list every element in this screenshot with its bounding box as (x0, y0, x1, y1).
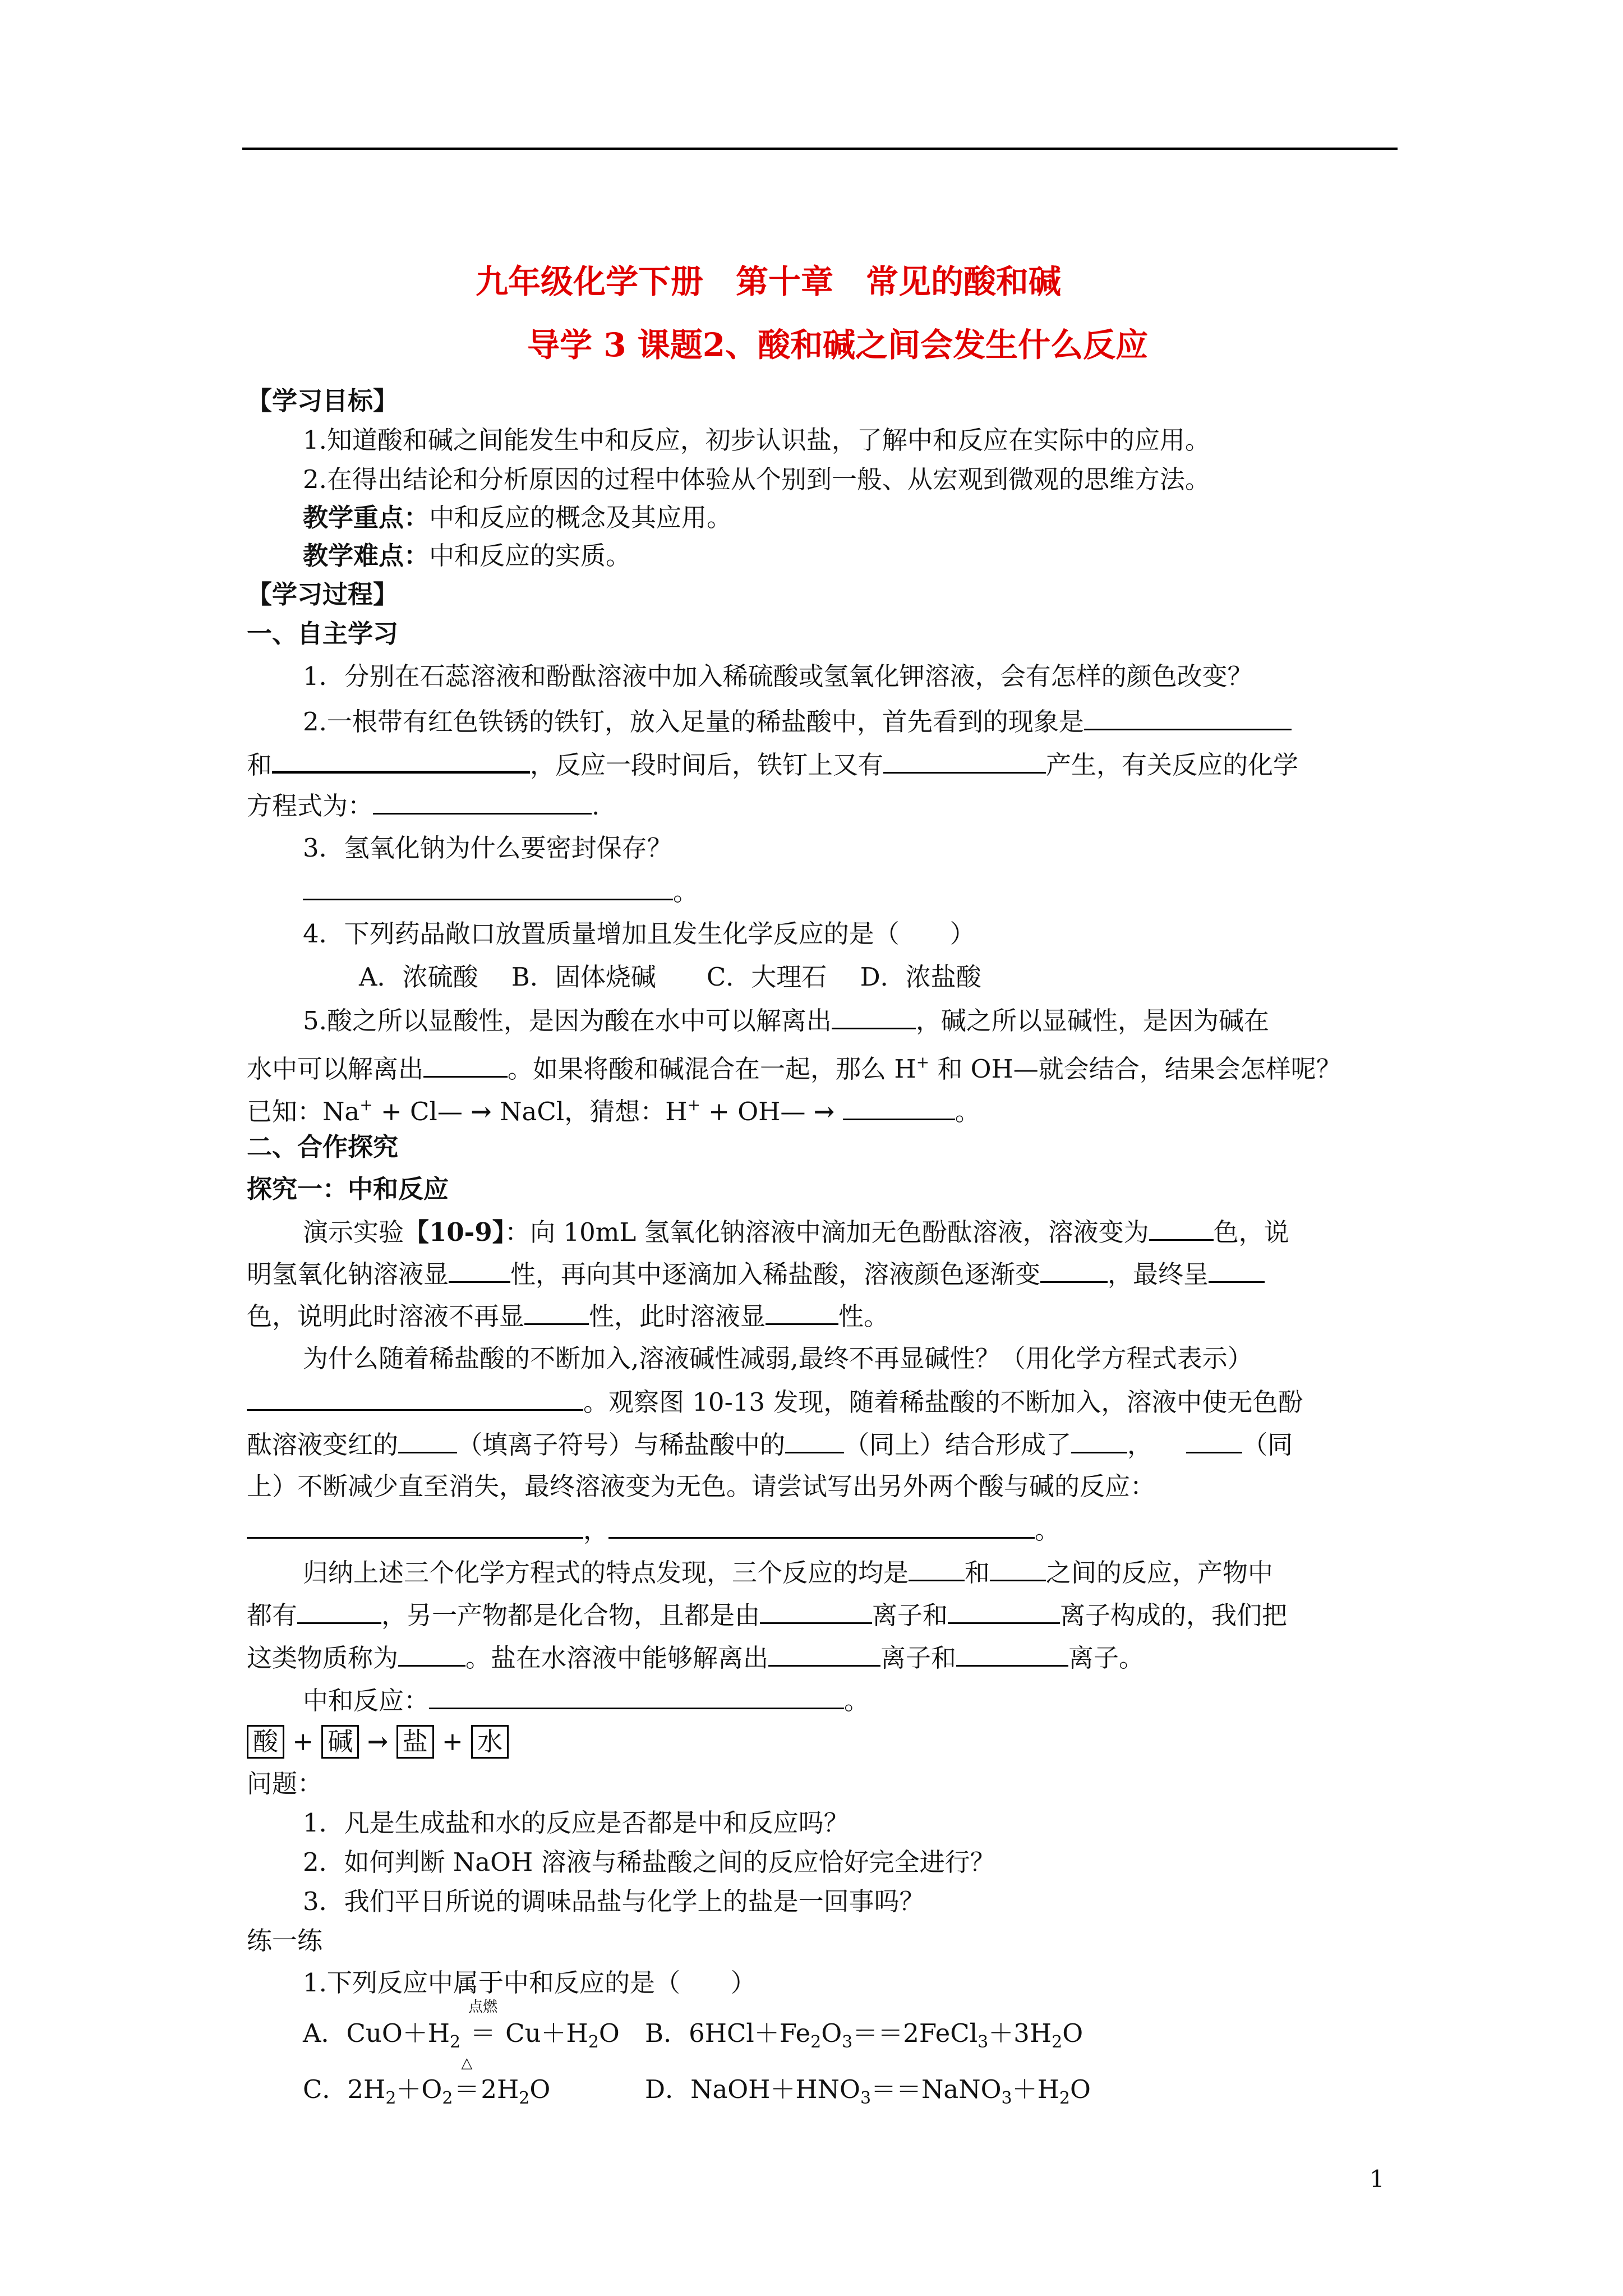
subscript: 3 (860, 2088, 872, 2108)
header-rule (242, 148, 1398, 150)
superscript-minus: — (1013, 1054, 1039, 1084)
p3-text-a1: 归纳上述三个化学方程式的特点发现，三个反应的均是 (303, 1558, 909, 1588)
answer-blank[interactable] (1071, 1427, 1127, 1453)
goal-item-1: 1.知道酸和碱之间能发生中和反应，初步认识盐，了解中和反应在实际中的应用。 (303, 425, 1210, 455)
self-study-q5-line2 (247, 1046, 1341, 1086)
subscript: 3 (978, 2032, 989, 2052)
q2-text-c1: 方程式为： (247, 791, 374, 821)
subscript: 2 (1059, 2088, 1070, 2108)
subscript: 3 (842, 2032, 853, 2052)
subscript: 2 (385, 2088, 396, 2108)
question-1: 1．凡是生成盐和水的反应是否都是中和反应吗？ (303, 1808, 849, 1838)
p3-text-a2: 和 (965, 1558, 990, 1588)
neutral-label: 中和反应： (303, 1686, 430, 1715)
self-study-q4: 4．下列药品敞口放置质量增加且发生化学反应的是（ ） (303, 919, 975, 949)
p2-text-b: 。观察图 10-13 发现，随着稀盐酸的不断加入，溶液中使无色酚 (583, 1387, 1303, 1417)
opt-b-text-3: ＝＝2FeCl (852, 2018, 978, 2048)
p1-text-a3: ：向 10mL 氢氧化钠溶液中滴加无色酚酞溶液，溶液变为 (505, 1217, 1149, 1247)
answer-blank[interactable] (883, 747, 1046, 774)
subscript: 2 (442, 2088, 453, 2108)
opt-d-text-4: O (1069, 2074, 1091, 2104)
q5-text-c4: + OH (700, 1097, 781, 1126)
p3-text-c4: 离子。 (1068, 1643, 1145, 1673)
scheme-arrow: → (367, 1727, 389, 1756)
question-2: 2．如何判断 NaOH 溶液与稀盐酸之间的反应恰好完全进行？ (303, 1847, 995, 1877)
answer-blank[interactable] (760, 1598, 872, 1624)
superscript-plus: + (916, 1053, 930, 1071)
practice-q1: 1.下列反应中属于中和反应的是（ ） (303, 1968, 756, 1998)
focus-label: 教学重点： (303, 503, 430, 532)
explore-p1-line2 (247, 1257, 1265, 1291)
p1-text-b2: 性，再向其中逐滴加入稀盐酸，溶液颜色逐渐变 (510, 1259, 1041, 1289)
explore-p2-line4: 上）不断减少直至消失，最终溶液变为无色。请尝试写出另外两个酸与碱的反应： (247, 1471, 1156, 1501)
p3-text-c2: 。盐在水溶液中能够解离出 (465, 1643, 769, 1673)
q2-text-a: 2.一根带有红色铁锈的铁钉，放入足量的稀盐酸中，首先看到的现象是 (303, 707, 1084, 737)
p1-text-b1: 明氢氧化钠溶液显 (247, 1259, 449, 1289)
answer-blank[interactable] (247, 1384, 583, 1411)
opt-a-text-3: O (598, 2018, 620, 2048)
cooperate-heading: 二、合作探究 (247, 1132, 399, 1162)
answer-blank[interactable] (990, 1555, 1046, 1581)
subscript: 2 (450, 2032, 461, 2052)
answer-blank[interactable] (768, 1640, 880, 1667)
q2-text-b2: ，反应一段时间后，铁钉上又有 (530, 750, 884, 780)
self-study-q2-line3 (247, 788, 600, 823)
opt-c-text-4: O (529, 2074, 551, 2104)
answer-blank[interactable] (832, 1003, 916, 1029)
q2-text-b3: 产生，有关反应的化学 (1046, 750, 1299, 780)
teaching-focus (303, 501, 732, 535)
superscript-plus: + (687, 1096, 700, 1114)
condition-ignite: 点燃 ＝ (460, 2017, 505, 2050)
p3-text-b3: 离子和 (872, 1600, 948, 1630)
self-study-q3-answer (303, 874, 698, 909)
explore-p1-line1 (303, 1214, 1289, 1249)
p1-text-c2: 性，此时溶液显 (589, 1301, 766, 1331)
superscript-minus: — (437, 1097, 463, 1126)
answer-blank[interactable] (843, 1094, 955, 1120)
opt-c-text-3: 2H (481, 2074, 519, 2104)
p3-text-b1: 都有 (247, 1600, 298, 1630)
self-study-q2-line1 (303, 704, 1292, 739)
answer-blank[interactable] (1209, 1257, 1265, 1283)
answer-blank[interactable] (449, 1257, 510, 1283)
teaching-difficulty (303, 539, 631, 573)
opt-b-text-1: B．6HCl＋Fe (645, 2018, 811, 2048)
scheme-acid: 酸 (247, 1725, 284, 1759)
p2-text-c4: ， (1127, 1430, 1153, 1460)
opt-b-text-4: ＋3H (988, 2018, 1052, 2048)
p1-text-c3: 性。 (838, 1301, 889, 1331)
scheme-plus: + (442, 1727, 463, 1756)
q5-text-c2: + Cl (372, 1097, 437, 1126)
p3-text-b2: ，另一产物都是化合物，且都是由 (381, 1600, 760, 1630)
explore-p3-line2 (247, 1598, 1287, 1632)
self-study-q3: 3．氢氧化钠为什么要密封保存？ (303, 833, 672, 863)
q5-text-b2: 。如果将酸和碱混合在一起，那么 H (508, 1054, 916, 1084)
difficulty-label: 教学难点： (303, 541, 430, 570)
reaction-scheme (247, 1725, 509, 1759)
self-study-heading: 一、自主学习 (247, 619, 399, 648)
goals-heading: 【学习目标】 (247, 386, 399, 416)
focus-text: 中和反应的概念及其应用。 (429, 503, 732, 532)
answer-blank[interactable] (909, 1555, 965, 1581)
document-title: 九年级化学下册 第十章 常见的酸和碱 (476, 263, 1062, 301)
explore-p2-line3 (247, 1427, 1293, 1462)
answer-blank[interactable] (1149, 1214, 1214, 1241)
opt-b-text-5: O (1062, 2018, 1083, 2048)
answer-blank[interactable] (398, 1427, 457, 1453)
p1-text-b3: ，最终呈 (1108, 1259, 1209, 1289)
experiment-number: 【10-9】 (404, 1217, 505, 1247)
answer-blank[interactable] (785, 1427, 844, 1453)
p3-text-c3: 离子和 (880, 1643, 957, 1673)
neutral-end: 。 (844, 1686, 870, 1715)
answer-blank[interactable] (956, 1640, 1068, 1667)
answer-blank[interactable] (1186, 1427, 1242, 1453)
self-study-q4-options: A．浓硫酸 B．固体烧碱 C．大理石 D．浓盐酸 (359, 962, 981, 992)
explore-p2-line5 (247, 1512, 1060, 1547)
neutralization-definition (303, 1683, 869, 1718)
p1-text-a1: 演示实验 (303, 1217, 404, 1247)
practice-option-a (303, 1999, 620, 2059)
q2-text-b1: 和 (247, 750, 273, 780)
self-study-q2-line2 (247, 746, 1298, 782)
self-study-q1: 1．分别在石蕊溶液和酚酞溶液中加入稀硫酸或氢氧化钾溶液，会有怎样的颜色改变？ (303, 661, 1253, 691)
answer-blank[interactable] (524, 1299, 589, 1325)
process-heading: 【学习过程】 (247, 579, 399, 609)
q3-end: 。 (673, 877, 699, 907)
practice-option-b (645, 2017, 1083, 2059)
q5-text-a1: 5.酸之所以显酸性，是因为酸在水中可以解离出 (303, 1006, 832, 1036)
reaction-arrow: → (471, 1097, 492, 1126)
scheme-base: 碱 (321, 1725, 359, 1759)
subscript: 2 (1052, 2032, 1063, 2052)
opt-b-text-2: O (821, 2018, 842, 2048)
q5-text-b4: 就会结合，结果会怎样呢？ (1038, 1054, 1341, 1084)
self-study-q5-line1 (303, 1003, 1269, 1038)
superscript-minus: — (780, 1097, 806, 1126)
document-subtitle: 导学 3 课题2、酸和碱之间会发生什么反应 (527, 326, 1149, 364)
p1-text-a4: 色，说 (1213, 1217, 1289, 1247)
condition-heat-label: △ (461, 2055, 473, 2072)
q2-text-c2: . (592, 791, 600, 821)
answer-blank[interactable] (272, 746, 530, 774)
q5-text-b1: 水中可以解离出 (247, 1054, 424, 1084)
practice-option-d (645, 2073, 1091, 2115)
p2-text-e1: ， (583, 1515, 609, 1545)
practice-option-c (303, 2055, 551, 2115)
opt-c-text-2: ＋O (396, 2074, 442, 2104)
opt-c-text-1: C．2H (303, 2074, 386, 2104)
answer-blank[interactable] (423, 1051, 508, 1078)
condition-heat: △ ＝ (453, 2073, 481, 2106)
opt-a-text-1: A．CuO＋H (303, 2018, 450, 2048)
p2-text-c5: （同 (1242, 1430, 1293, 1460)
scheme-water: 水 (471, 1725, 509, 1759)
q5-text-c5: 。 (955, 1097, 980, 1126)
difficulty-text: 中和反应的实质。 (429, 541, 631, 570)
p2-text-c3: （同上）结合形成了 (844, 1430, 1072, 1460)
page-number: 1 (1370, 2165, 1385, 2193)
opt-d-text-2: ＝＝NaNO (871, 2074, 1002, 2104)
scheme-salt: 盐 (396, 1725, 434, 1759)
q5-text-a2: ，碱之所以显碱性，是因为碱在 (915, 1006, 1269, 1036)
answer-blank[interactable] (1040, 1257, 1108, 1283)
condition-ignite-label: 点燃 (468, 1999, 498, 2016)
reaction-arrow: → (813, 1097, 835, 1126)
practice-heading: 练一练 (247, 1926, 323, 1955)
answer-blank[interactable] (766, 1299, 838, 1325)
question-3: 3．我们平日所说的调味品盐与化学上的盐是一回事吗？ (303, 1887, 925, 1916)
q5-text-c1: 已知：Na (247, 1097, 360, 1126)
answer-blank[interactable] (303, 874, 673, 900)
superscript-plus: + (359, 1096, 373, 1114)
answer-blank[interactable] (429, 1683, 844, 1709)
subscript: 2 (588, 2032, 599, 2052)
answer-blank[interactable] (297, 1598, 381, 1624)
explore-p2-line1: 为什么随着稀盐酸的不断加入,溶液碱性减弱,最终不再显碱性？（用化学方程式表示） (303, 1343, 1253, 1373)
subscript: 2 (810, 2032, 822, 2052)
answer-blank[interactable] (247, 1512, 583, 1539)
p3-text-b4: 离子构成的，我们把 (1060, 1600, 1288, 1630)
explore-p2-line2 (247, 1384, 1303, 1419)
answer-blank[interactable] (373, 788, 592, 815)
self-study-q5-line3 (247, 1088, 980, 1129)
p2-text-c2: （填离子符号）与稀盐酸中的 (457, 1430, 786, 1460)
questions-heading: 问题： (247, 1769, 323, 1798)
p2-text-c1: 酞溶液变红的 (247, 1430, 399, 1460)
answer-blank[interactable] (948, 1598, 1060, 1624)
opt-a-text-2: Cu＋H (505, 2018, 588, 2048)
scheme-plus: + (292, 1727, 314, 1756)
opt-d-text-3: ＋H (1012, 2074, 1059, 2104)
answer-blank[interactable] (608, 1512, 1035, 1539)
explore-one-heading: 探究一：中和反应 (247, 1174, 449, 1204)
p3-text-a3: 之间的反应，产物中 (1046, 1558, 1274, 1588)
explore-p3-line1 (303, 1555, 1273, 1590)
opt-d-text-1: D．NaOH＋HNO (645, 2074, 860, 2104)
answer-blank[interactable] (398, 1640, 465, 1667)
q5-text-c3: NaCl，猜想：H (491, 1097, 688, 1126)
p3-text-c1: 这类物质称为 (247, 1643, 399, 1673)
goal-item-2: 2.在得出结论和分析原因的过程中体验从个别到一般、从宏观到微观的思维方法。 (303, 464, 1210, 494)
answer-blank[interactable] (1084, 704, 1292, 730)
p1-text-c1: 色，说明此时溶液不再显 (247, 1301, 525, 1331)
subscript: 3 (1001, 2088, 1012, 2108)
p2-text-e2: 。 (1035, 1515, 1061, 1545)
explore-p1-line3 (247, 1299, 889, 1333)
q5-text-b3: 和 OH (929, 1054, 1013, 1084)
explore-p3-line3 (247, 1640, 1144, 1675)
subscript: 2 (519, 2088, 530, 2108)
